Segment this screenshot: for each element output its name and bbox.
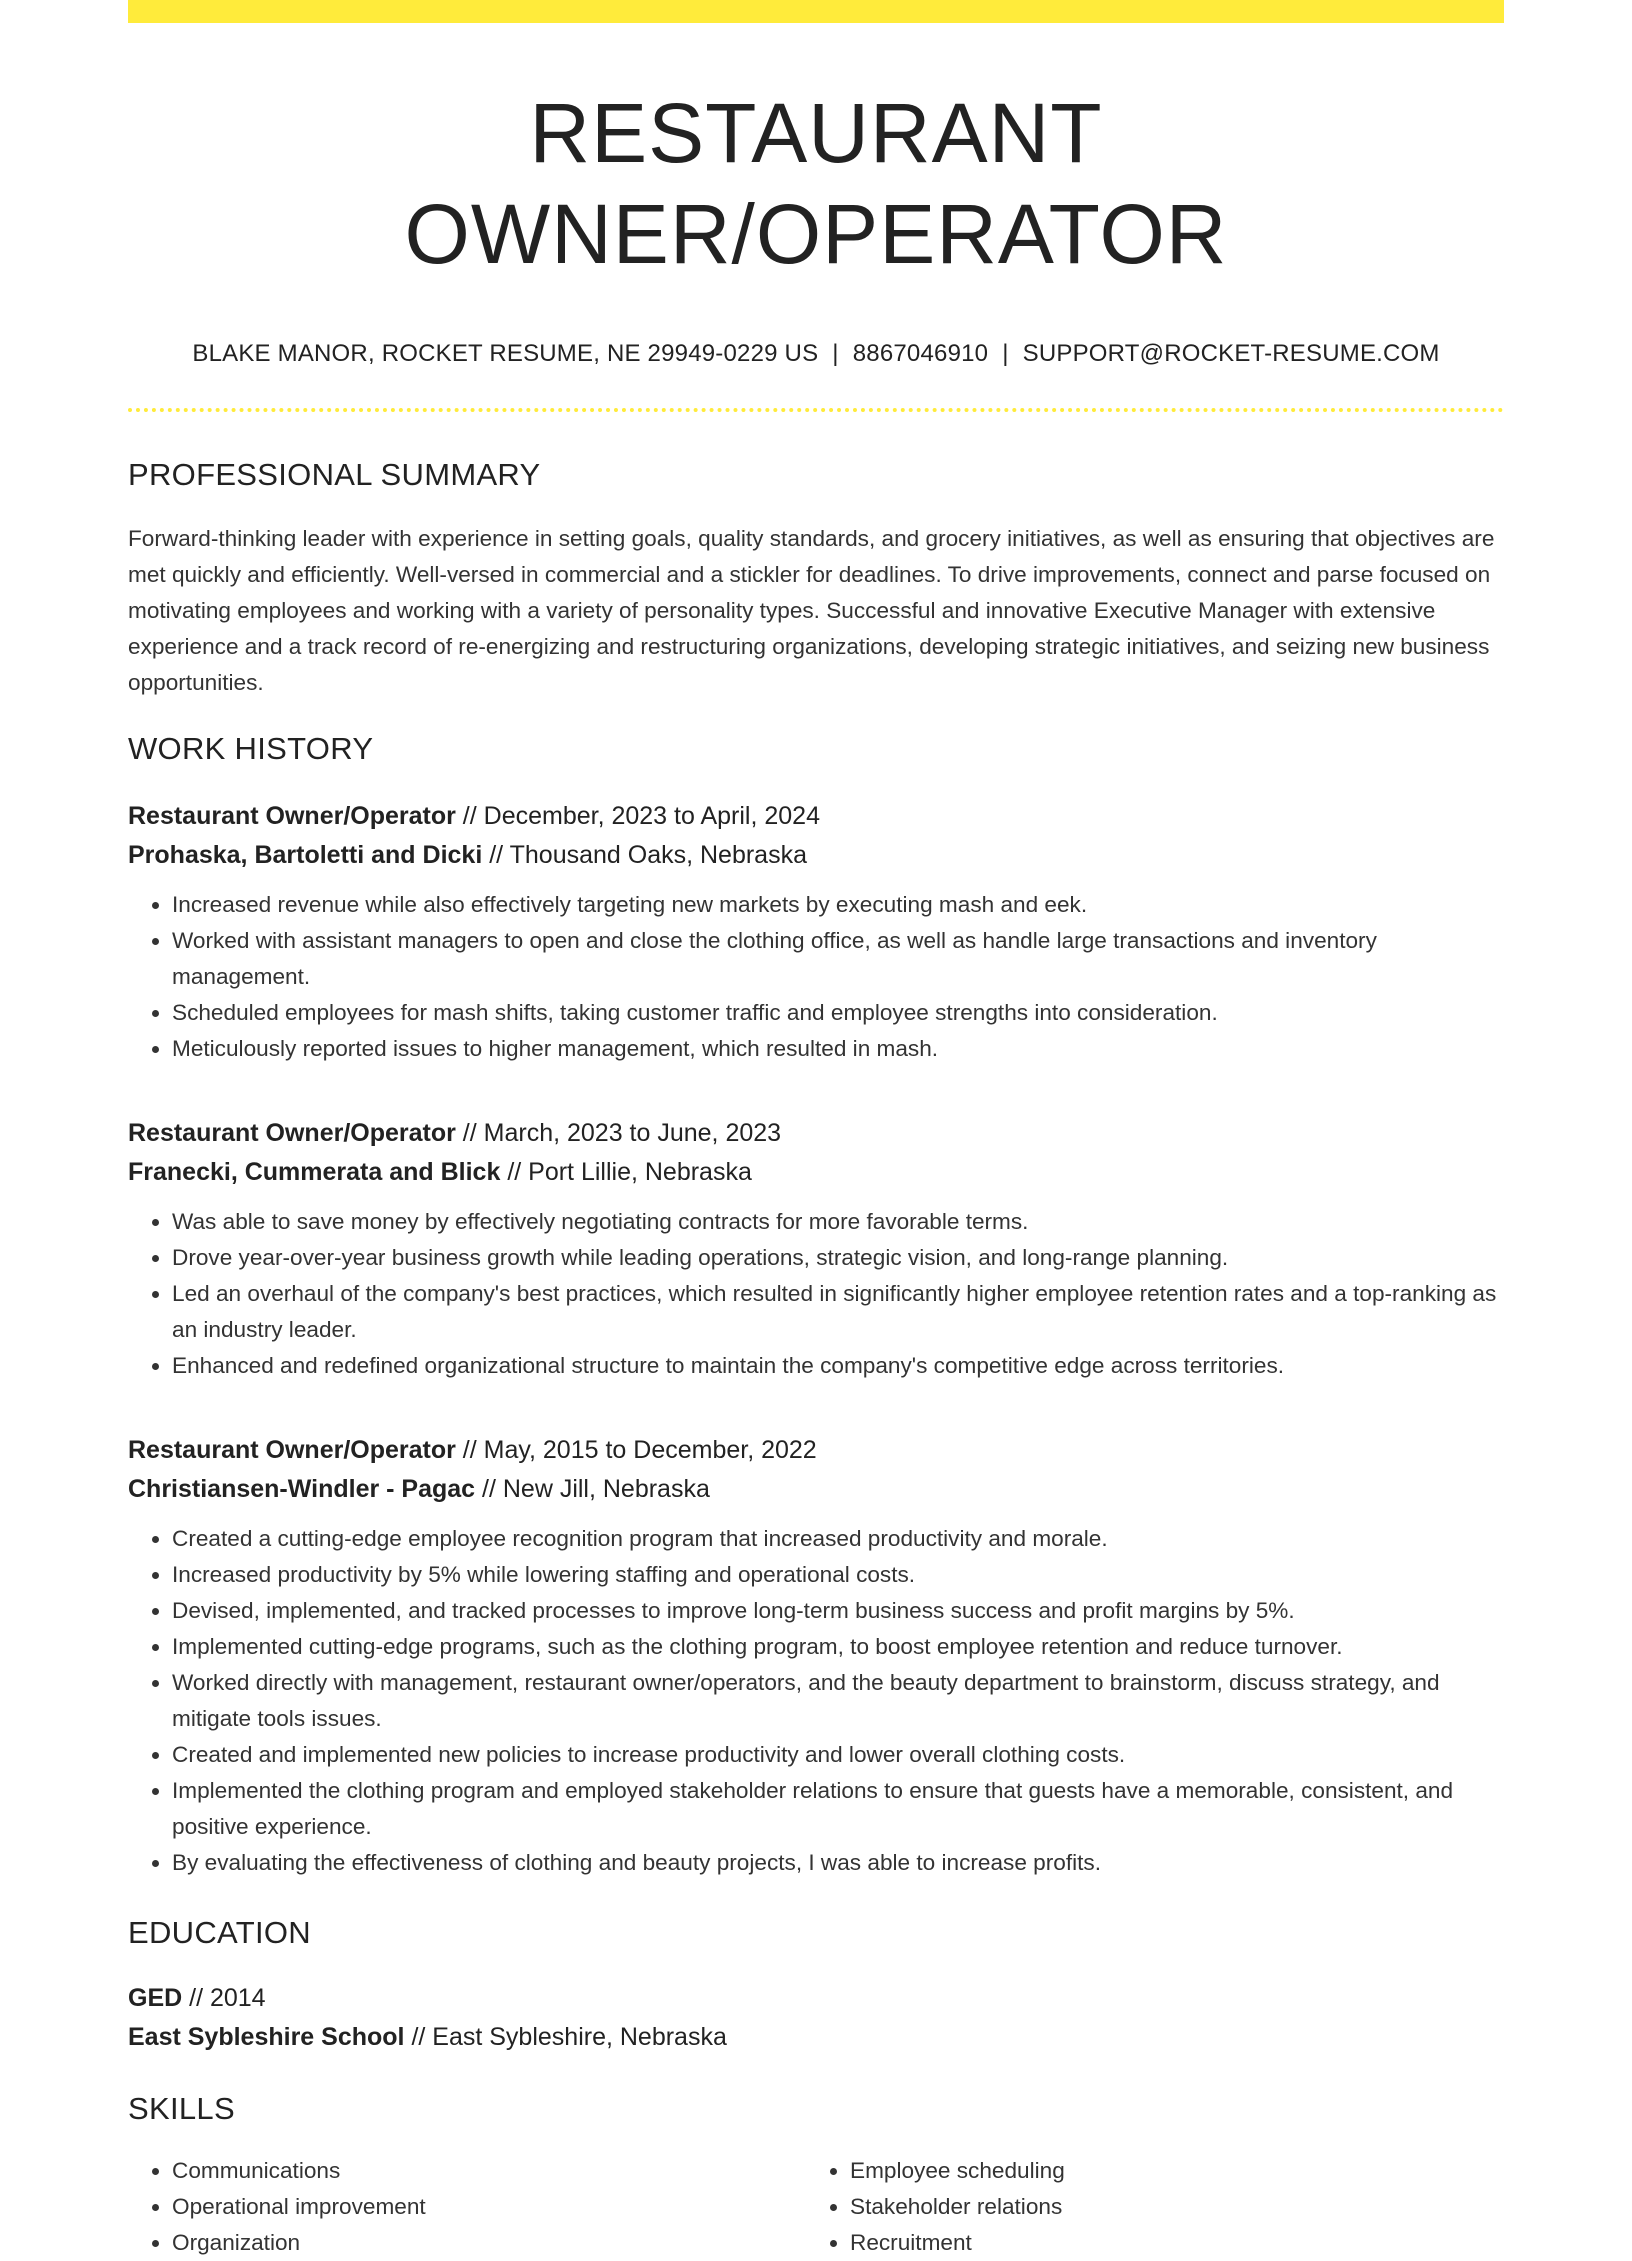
job-location: // Thousand Oaks, Nebraska — [482, 840, 807, 869]
list-item: • Created and implemented new policies to increase productivity and lower overall clothing costs. — [172, 1737, 1504, 1773]
skill-item: • Recruitment — [850, 2225, 1484, 2261]
job-bullets — [128, 887, 1504, 1067]
list-item: • Scheduled employees for mash shifts, taking customer traffic and employee strengths into consideration. — [172, 995, 1504, 1031]
list-item: • By evaluating the effectiveness of clothing and beauty projects, I was able to increase profits. — [172, 1845, 1504, 1881]
contact-email: SUPPORT@ROCKET-RESUME.COM — [1022, 339, 1440, 367]
job-title-line — [128, 1431, 1504, 1470]
job-company-line — [128, 836, 1504, 875]
education-entry — [128, 1979, 1504, 2057]
job-location: // New Jill, Nebraska — [475, 1474, 710, 1503]
list-item: • Worked with assistant managers to open and close the clothing office, as well as handle large transactions and inventory management. — [172, 923, 1504, 995]
job-dates: // May, 2015 to December, 2022 — [455, 1435, 817, 1464]
job-entry — [128, 1431, 1504, 1881]
job-company-line — [128, 1470, 1504, 1509]
job-company: Christiansen-Windler - Pagac — [128, 1474, 476, 1503]
skill-item: • Stakeholder relations — [850, 2189, 1484, 2225]
contact-address: BLAKE MANOR, ROCKET RESUME, NE 29949-0229 US — [192, 339, 819, 367]
dotted-divider — [128, 408, 1504, 412]
summary-text: Forward-thinking leader with experience in setting goals, quality standards, and grocery initiatives, as well as ensuring that objectives are met quickly and efficiently. Well-versed in commercial and a stickler for deadlines. To drive improvements, connect and parse focused on motivating employees and working with a variety of personality types. Successful and innovative Executive Manager with extensive experience and a track record of re-energizing and restructuring organizations, developing strategic initiatives, and seizing new business opportunities. — [128, 525, 1495, 695]
job-role: Restaurant Owner/Operator — [128, 1118, 456, 1147]
list-item: • Devised, implemented, and tracked processes to improve long-term business success and profit margins by 5%. — [172, 1593, 1504, 1629]
skill-item: • Communications — [172, 2153, 806, 2189]
contact-line — [128, 340, 1504, 368]
skills-column-left — [128, 2153, 806, 2261]
job-role: Restaurant Owner/Operator — [128, 1435, 456, 1464]
resume-name: RESTAURANT OWNER/OPERATOR — [404, 86, 1228, 281]
list-item: • Enhanced and redefined organizational structure to maintain the company's competitive edge across territories. — [172, 1348, 1504, 1384]
list-item: • Was able to save money by effectively negotiating contracts for more favorable terms. — [172, 1204, 1504, 1240]
job-role: Restaurant Owner/Operator — [128, 801, 456, 830]
job-bullets — [128, 1521, 1504, 1881]
education-year: // 2014 — [182, 1983, 266, 2012]
list-item: • Increased productivity by 5% while lowering staffing and operational costs. — [172, 1557, 1504, 1593]
education-school-line — [128, 2018, 1504, 2057]
job-bullets — [128, 1204, 1504, 1384]
skill-item: • Operational improvement — [172, 2189, 806, 2225]
list-item: • Created a cutting-edge employee recognition program that increased productivity and morale. — [172, 1521, 1504, 1557]
accent-top-bar — [128, 0, 1504, 23]
job-location: // Port Lillie, Nebraska — [500, 1157, 752, 1186]
education-degree: GED — [128, 1983, 183, 2012]
job-company: Franecki, Cummerata and Blick — [128, 1157, 501, 1186]
job-title-line — [128, 797, 1504, 836]
list-item: • Implemented the clothing program and employed stakeholder relations to ensure that guests have a memorable, consistent, and positive experience. — [172, 1773, 1504, 1845]
list-item: • Increased revenue while also effectively targeting new markets by executing mash and eek. — [172, 887, 1504, 923]
job-entry — [128, 1114, 1504, 1384]
list-item: • Worked directly with management, restaurant owner/operators, and the beauty department to brainstorm, discuss strategy, and mitigate tools issues. — [172, 1665, 1504, 1737]
job-company-line — [128, 1153, 1504, 1192]
skill-item: • Employee scheduling — [850, 2153, 1484, 2189]
education-degree-line — [128, 1979, 1504, 2018]
list-item: • Meticulously reported issues to higher management, which resulted in mash. — [172, 1031, 1504, 1067]
job-entry — [128, 797, 1504, 1067]
list-item: • Led an overhaul of the company's best practices, which resulted in significantly higher employee retention rates and a top-ranking as an industry leader. — [172, 1276, 1504, 1348]
contact-separator: | — [1002, 339, 1009, 367]
education-school: East Sybleshire School — [128, 2022, 405, 2051]
skills-heading: SKILLS — [128, 2090, 235, 2126]
job-company: Prohaska, Bartoletti and Dicki — [128, 840, 483, 869]
job-dates: // December, 2023 to April, 2024 — [455, 801, 820, 830]
skill-item: • Organization — [172, 2225, 806, 2261]
skills-column-right — [806, 2153, 1484, 2261]
work-history-heading: WORK HISTORY — [128, 730, 374, 766]
job-dates: // March, 2023 to June, 2023 — [455, 1118, 782, 1147]
job-title-line — [128, 1114, 1504, 1153]
list-item: • Drove year-over-year business growth while leading operations, strategic vision, and long-range planning. — [172, 1240, 1504, 1276]
contact-phone: 8867046910 — [852, 339, 989, 367]
education-heading: EDUCATION — [128, 1914, 311, 1950]
skills-list — [128, 2153, 1504, 2261]
list-item: • Implemented cutting-edge programs, such as the clothing program, to boost employee retention and reduce turnover. — [172, 1629, 1504, 1665]
resume-page — [128, 0, 1504, 2261]
education-location: // East Sybleshire, Nebraska — [404, 2022, 727, 2051]
summary-heading: PROFESSIONAL SUMMARY — [128, 456, 541, 492]
contact-separator: | — [832, 339, 839, 367]
